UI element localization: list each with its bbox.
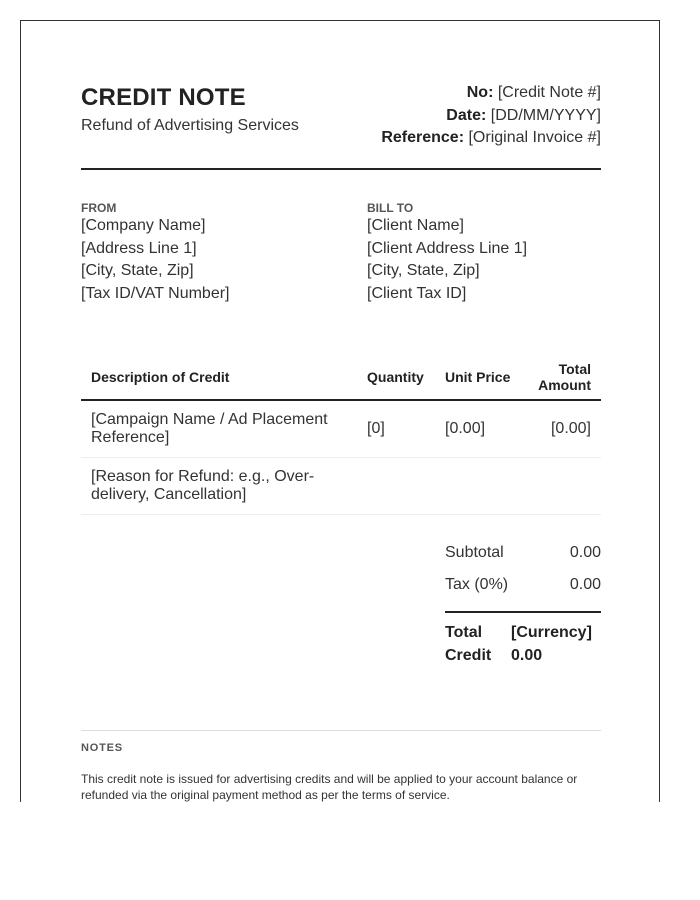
subtotal-label: Subtotal [445, 544, 504, 561]
notes-label: NOTES [81, 742, 123, 754]
meta-label: No: [466, 84, 494, 101]
document-meta [381, 82, 601, 150]
from-city-state-zip: [City, State, Zip] [81, 262, 194, 279]
column-header-quantity: Quantity [357, 355, 433, 400]
client-city-state-zip: [City, State, Zip] [367, 262, 480, 279]
client-name: [Client Name] [367, 217, 464, 234]
credit-note-document [20, 20, 660, 802]
cell-quantity: [0] [357, 400, 433, 457]
subtotal-value: 0.00 [569, 544, 601, 561]
meta-label: Reference: [381, 129, 465, 146]
credit-note-reference [381, 127, 601, 150]
notes-text: This credit note is issued for advertising credits and will be applied to your account balance or refunded via the original payment method as per the terms of service. [81, 772, 578, 802]
tax-row [445, 569, 601, 601]
meta-value: [Original Invoice #] [468, 129, 601, 146]
column-header-description: Description of Credit [81, 355, 357, 400]
table-row [81, 457, 601, 514]
from-address: [Address Line 1] [81, 239, 197, 257]
notes-divider [81, 730, 601, 731]
table-header-row [81, 355, 601, 400]
meta-value: [Credit Note #] [497, 84, 601, 101]
credit-note-date [381, 105, 601, 128]
client-tax-id: [Client Tax ID] [367, 284, 467, 302]
totals-block [445, 537, 601, 667]
totals-divider [445, 611, 601, 613]
tax-label: Tax (0%) [445, 576, 509, 593]
table-body [81, 400, 601, 514]
cell-unit-price [433, 457, 513, 514]
cell-unit-price: [0.00] [433, 400, 513, 457]
credit-items-table [81, 355, 601, 515]
cell-total-amount: [0.00] [513, 400, 601, 457]
meta-label: Date: [446, 106, 487, 124]
meta-value: [DD/MM/YYYY] [490, 106, 601, 124]
table-header [81, 355, 601, 400]
total-credit-label: Total Credit [445, 624, 492, 664]
cell-description: [Campaign Name / Ad Placement Reference] [81, 400, 357, 457]
from-company-name: [Company Name] [81, 217, 206, 234]
document-subtitle: Refund of Advertising Services [81, 117, 299, 134]
document-title: CREDIT NOTE [81, 84, 246, 111]
tax-value: 0.00 [569, 576, 601, 593]
from-block [81, 201, 229, 305]
column-header-total-amount: Total Amount [513, 355, 601, 400]
from-tax-id: [Tax ID/VAT Number] [81, 284, 230, 302]
client-address: [Client Address Line 1] [367, 239, 528, 257]
table-row [81, 400, 601, 457]
header-divider [81, 168, 601, 170]
total-credit-value: [Currency] 0.00 [511, 624, 592, 664]
credit-note-number [381, 82, 601, 105]
subtotal-row [445, 537, 601, 569]
cell-description: [Reason for Refund: e.g., Over-delivery, Cancellation] [81, 457, 357, 514]
cell-quantity [357, 457, 433, 514]
bill-to-block [367, 201, 527, 305]
total-credit-row [445, 621, 601, 667]
bill-to-label: BILL TO [367, 201, 414, 215]
from-label: FROM [81, 201, 117, 215]
column-header-unit-price: Unit Price [433, 355, 513, 400]
cell-total-amount [513, 457, 601, 514]
